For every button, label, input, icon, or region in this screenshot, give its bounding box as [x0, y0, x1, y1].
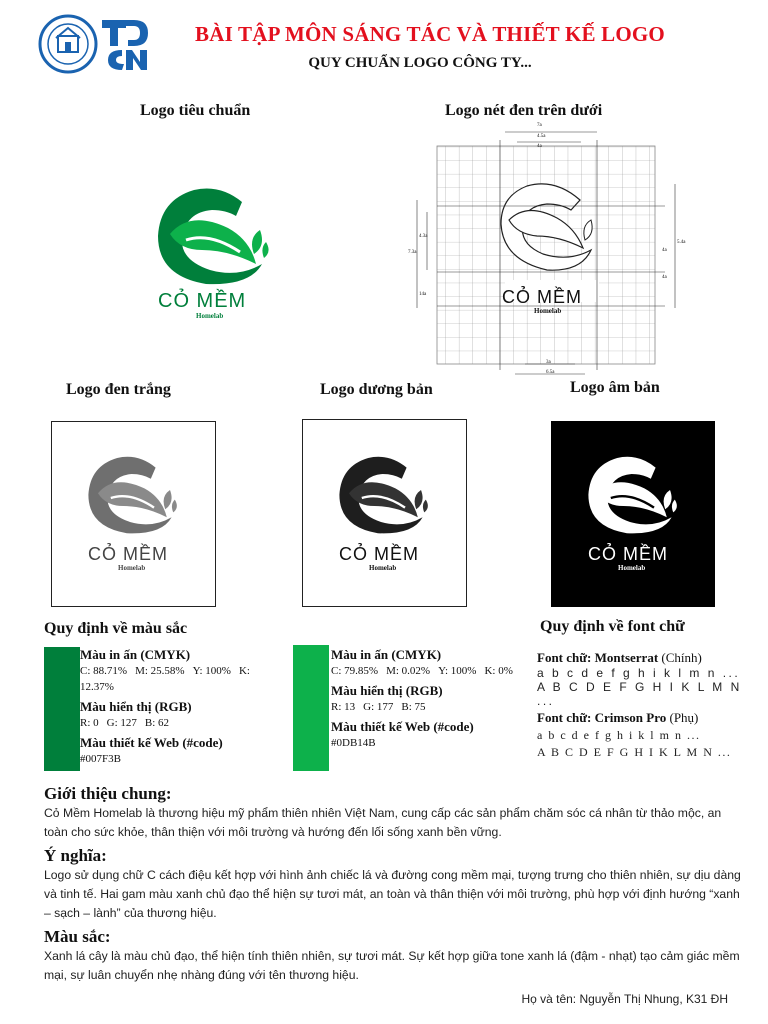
negative-logo-mark: [582, 450, 686, 538]
bw-logo-mark: [82, 450, 186, 538]
grid-label-right3: 4a: [662, 275, 667, 280]
grid-logo-heading: Logo nét đen trên dưới: [445, 102, 603, 119]
primary-cmyk-title: Màu in ấn (CMYK): [80, 647, 191, 662]
author-line: Họ và tên: Nguyễn Thị Nhung, K31 ĐH: [521, 992, 728, 1006]
secondary-color-swatch: [293, 645, 329, 771]
negative-brand-tagline: Homelab: [618, 564, 646, 572]
grid-logo-construction: [405, 120, 695, 380]
secondary-web-title: Màu thiết kế Web (#code): [331, 719, 474, 734]
tdcn-logo: [100, 16, 150, 72]
font-secondary-label: Font chữ: Crimson Pro (Phụ): [537, 710, 699, 725]
grid-label-left1: 7.3a: [408, 250, 417, 255]
grid-label-bottom1: 3a: [546, 360, 551, 365]
grid-brand-tagline: Homelab: [534, 307, 562, 315]
secondary-web-code: #0DB14B: [331, 737, 376, 749]
meaning-heading: Ý nghĩa:: [44, 846, 107, 865]
intro-paragraph: Cỏ Mềm Homelab là thương hiệu mỹ phẩm thiên nhiên Việt Nam, cung cấp các sản phẩm chăm sóc cá nhân từ thảo mộc, an toàn cho sức khỏe, thân thiện với môi trường và hướng đến lối sống xanh bền vững.: [44, 806, 722, 839]
colors-heading: Quy định về màu sắc: [44, 620, 188, 637]
font-primary-upper: A B C D E F G H I K L M N ...: [537, 680, 742, 708]
color-meaning-paragraph: Xanh lá cây là màu chủ đạo, thể hiện tính thiên nhiên, sự tươi mát. Sự kết hợp giữa tone xanh lá (đậm - nhạt) tạo cảm giác mềm mại, sự luân chuyển nhẹ nhàng đúng với tên thương hiệu.: [44, 949, 740, 982]
negative-logo-frame: [551, 421, 715, 607]
intro-section: [44, 784, 744, 985]
secondary-cmyk-values: C: 79.85% M: 0.02% Y: 100% K: 0%: [331, 665, 513, 677]
positive-logo-frame: [302, 419, 467, 607]
positive-brand-name: CỎ MỀM: [339, 544, 419, 564]
primary-web-title: Màu thiết kế Web (#code): [80, 735, 223, 750]
intro-heading: Giới thiệu chung:: [44, 784, 172, 803]
page-title: BÀI TẬP MÔN SÁNG TÁC VÀ THIẾT KẾ LOGO: [195, 22, 665, 46]
secondary-rgb-values: R: 13 G: 177 B: 75: [331, 701, 426, 713]
grid-label-top2: 4.5a: [537, 134, 546, 139]
grid-label-right2: 4a: [662, 248, 667, 253]
positive-logo-mark: [333, 450, 437, 538]
grid-label-bottom2: 6.5a: [546, 370, 555, 375]
font-primary-lower: a b c d e f g h i k l m n ...: [537, 666, 741, 680]
negative-logo-heading: Logo âm bản: [570, 379, 660, 396]
secondary-rgb-title: Màu hiển thị (RGB): [331, 683, 443, 698]
primary-web-code: #007F3B: [80, 753, 121, 765]
standard-brand-name: CỎ MỀM: [158, 290, 247, 312]
grid-label-left3: 14a: [419, 292, 427, 297]
bw-logo-frame: [51, 421, 216, 607]
color-meaning-heading: Màu sắc:: [44, 927, 111, 946]
primary-rgb-values: R: 0 G: 127 B: 62: [80, 717, 170, 729]
grid-label-left2: 4.3a: [419, 234, 428, 239]
grid-label-right1: 5.4a: [677, 240, 686, 245]
bw-logo-heading: Logo đen trắng: [66, 381, 171, 398]
font-primary-label: Font chữ: Montserrat (Chính): [537, 650, 702, 665]
negative-brand-name: CỎ MỀM: [588, 544, 668, 564]
primary-color-swatch: [44, 647, 80, 771]
meaning-paragraph: Logo sử dụng chữ C cách điệu kết hợp với hình ảnh chiếc lá và đường cong mềm mại, tượng trưng cho thiên nhiên, sự dịu dàng và tinh tế. Hai gam màu xanh chủ đạo thể hiện sự tươi mát, an toàn và thân thiện với môi trường, phù hợp với định hướng “xanh – sạch – lành” của thương hiệu.: [44, 868, 741, 920]
grid-label-top3: 4a: [537, 144, 542, 149]
positive-logo-heading: Logo dương bản: [320, 381, 433, 398]
standard-logo-heading: Logo tiêu chuẩn: [140, 102, 251, 119]
bw-brand-name: CỎ MỀM: [88, 544, 168, 564]
primary-color-info: [80, 647, 290, 767]
fonts-block: [537, 650, 752, 760]
university-seal-logo: [38, 14, 98, 74]
page-subtitle: QUY CHUẨN LOGO CÔNG TY...: [308, 55, 532, 71]
primary-rgb-title: Màu hiển thị (RGB): [80, 699, 192, 714]
bw-brand-tagline: Homelab: [118, 564, 146, 572]
secondary-color-info: [331, 647, 531, 751]
grid-brand-name: CỎ MỀM: [502, 287, 582, 307]
standard-logo-mark: [150, 180, 280, 290]
primary-cmyk-values: C: 88.71% M: 25.58% Y: 100% K: 12.37%: [80, 665, 250, 693]
standard-brand-tagline: Homelab: [196, 312, 224, 320]
font-secondary-lower: a b c d e f g h i k l m n ...: [537, 728, 701, 742]
font-secondary-upper: A B C D E F G H I K L M N ...: [537, 745, 732, 759]
fonts-heading: Quy định về font chữ: [540, 618, 685, 635]
secondary-cmyk-title: Màu in ấn (CMYK): [331, 647, 442, 662]
grid-label-top1: 7a: [537, 123, 542, 128]
positive-brand-tagline: Homelab: [369, 564, 397, 572]
